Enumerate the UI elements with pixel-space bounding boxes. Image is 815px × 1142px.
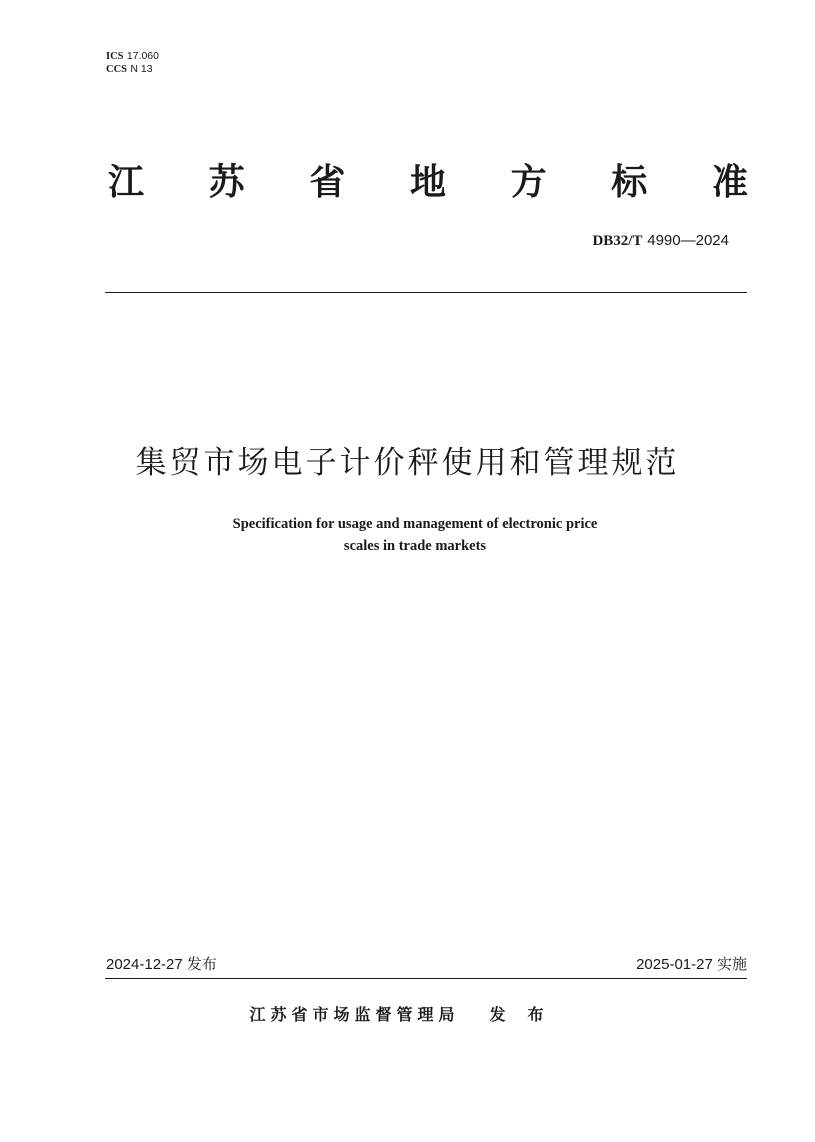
- classification-codes: [106, 50, 159, 76]
- ics-line: [106, 50, 159, 63]
- standard-code: 4990—2024: [647, 232, 729, 249]
- doc-type-char: 地: [409, 162, 446, 203]
- title-chinese: 集贸市场电子计价秤使用和管理规范: [135, 445, 680, 481]
- header-divider: [105, 292, 747, 293]
- doc-type-char: 省: [309, 162, 346, 203]
- effective-date: 2025-01-27 实施: [636, 956, 747, 973]
- footer-divider: [105, 978, 747, 979]
- publisher-action: 发布: [489, 1005, 566, 1024]
- title-english: [0, 513, 815, 557]
- ccs-label: CCS: [106, 64, 128, 75]
- ccs-line: [106, 63, 159, 76]
- standard-number: [592, 231, 729, 250]
- ccs-value: N 13: [130, 63, 153, 75]
- doc-type-char: 江: [108, 162, 145, 203]
- publisher: [0, 1004, 815, 1026]
- doc-type-char: 标: [611, 162, 648, 203]
- standard-prefix: DB32/T: [592, 233, 643, 249]
- release-date: 2024-12-27 发布: [106, 956, 217, 973]
- ics-value: 17.060: [126, 50, 159, 62]
- doc-type-char: 准: [711, 162, 748, 203]
- title-english-line: scales in trade markets: [343, 538, 487, 554]
- title-english-line: Specification for usage and management of electronic price: [232, 516, 598, 532]
- publisher-org: 江苏省市场监督管理局: [249, 1005, 460, 1024]
- doc-type-char: 苏: [208, 162, 245, 203]
- doc-type-char: 方: [510, 162, 547, 203]
- ics-label: ICS: [106, 51, 124, 62]
- document-type-heading: [108, 160, 748, 206]
